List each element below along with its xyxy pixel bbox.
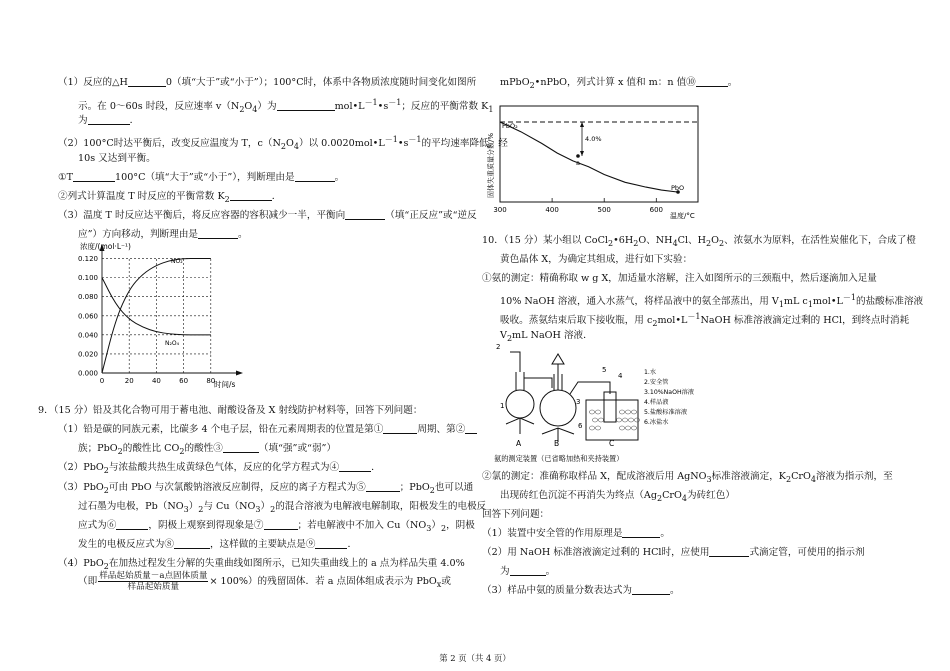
point-a [576,154,580,158]
x-tick-label: 300 [493,206,507,214]
q10-stem-cont: 黄色晶体 X，为确定其组成，进行如下实验： [500,254,693,265]
label-b: B [554,439,560,448]
y-tick-label: 0.080 [77,293,98,302]
q10-chlorine-1: ②氯的测定：准确称取样品 X，配成溶液后用 AgNO$_3$标准溶液滴定，$K_2CrO_4$溶液为指示剂，至 [482,471,893,484]
ammonia-apparatus-diagram [492,342,722,464]
concentration-chart [58,241,268,401]
ice-chunk [620,410,625,414]
loss-fraction: $\frac{\text{样品起始质量－a点固体质量}}{\text{样品起始质量}}$ [99,571,208,592]
y-tick-label: 0.100 [77,274,98,283]
x-tick-label: 60 [179,377,189,385]
flask-a-neck [516,372,524,390]
ice-chunk [623,418,628,422]
svg-text:4.样品液: 4.样品液 [644,399,669,406]
ice-chunk [617,418,622,422]
svg-text:3.10%NaOH溶液: 3.10%NaOH溶液 [644,389,694,396]
q9-part4-cont: （即 $\frac{\text{样品起始质量－a点固体质量}}{\text{样品起始质量}}$ × 100%）的残留固体．若 a 点固体组成表示为 PbO$_x$或 [78,571,451,592]
x-tick-label: 600 [649,206,664,214]
y-tick-label: 0.040 [77,331,98,340]
ice-chunk [635,418,640,422]
q9-part4-end: mPbO$_2$•nPbO，列式计算 x 值和 m：n 值⑩ 。 [500,77,738,90]
apparatus-legend [644,368,695,426]
tick-labels [78,255,215,385]
x-tick-label: 0 [99,377,105,385]
x-tick-label: 80 [206,377,216,385]
q9-part3-cont3: 发生的电极反应式为⑧ ，这样做的主要缺点是⑨ ． [78,539,358,550]
q8-part1: （1）反应的△H 0（填“大于”或“小于”）；100°C时，体系中各物质浓度随时间变化如图所 [58,77,477,88]
y-axis-label: 浓度/(mol·L⁻¹) [80,242,131,251]
num-3: 3 [576,398,581,406]
stand-a [506,418,534,434]
flask-b [540,390,576,426]
q10-ammonia-2: 10% NaOH 溶液，通入水蒸气，将样品液中的氨全部蒸出，用 $V_1mL$ $c_1mol•L^{-1}$的盐酸标准溶液 [500,293,924,310]
x-tick-label: 400 [545,206,559,214]
num-4: 4 [618,372,623,380]
svg-text:6.冰盐水: 6.冰盐水 [644,419,669,426]
q10-answer-3: （3）样品中氨的质量分数表达式为 。 [482,585,680,596]
label-c: C [609,439,615,448]
q8-part2-cont: 10s 又达到平衡。 [78,153,156,164]
tga-curve-chart [482,94,722,224]
label-a: A [516,439,522,448]
q8-k1-line: 为 ． [78,115,140,126]
x-axis-arrow [236,371,243,376]
series-n2o4-line [102,278,211,335]
plot-frame [500,106,698,202]
q9-part2: （2）PbO$_2$与浓盐酸共热生成黄绿色气体，反应的化学方程式为④ ． [58,462,381,475]
q9-part4: （4）PbO$_2$在加热过程发生分解的失重曲线如图所示，已知失重曲线上的 a 点为样品失重 4.0% [58,558,465,571]
q8-part3: （3）温度 T 时反应达平衡后，将反应容器的容积减少一半，平衡向 （填“正反应”或“逆反 [58,210,477,221]
q8-part3-cont: 应”）方向移动，判断理由是 。 [78,229,248,240]
q8-part2: （2）100°C时达平衡后，改变反应温度为 T，$c(N_2O_4)$以 $0.0020mol•L^{-1}•s^{-1}$的平均速率降低，经 [58,135,508,152]
q9-stem: 9．（15 分）铅及其化合物可用于蓄电池、耐酸设备及 X 射线防护材料等，回答下列问题： [38,405,423,416]
svg-text:1.水: 1.水 [644,369,657,376]
q10-ammonia-3: 吸收。蒸氨结束后取下接收瓶，用 $c_2mol•L^{-1}NaOH$ 标准溶液滴定过剩的 HCl，到终点时消耗 [500,312,910,329]
ice-chunk [596,426,601,430]
q10-ammonia-4: $V_2mL$ NaOH 溶液． [500,330,593,343]
q10-ammonia-1: ①氨的测定：精确称取 w g X，加适量水溶解，注入如图所示的三颈瓶中，然后逐滴加入足量 [482,273,877,284]
ice-chunk [596,410,601,414]
q8-part2-ii: ②列式计算温度 T 时反应的平衡常数 $K_2$ ． [58,191,282,204]
steam-pipe [524,378,552,388]
ice-pattern [590,410,640,430]
ice-chunk [620,426,625,430]
svg-text:5.盐酸标准溶液: 5.盐酸标准溶液 [644,409,688,416]
q10-answer-intro: 回答下列问题： [482,509,550,520]
q10-answer-2-cont: 为 。 [500,566,556,577]
q10-answer-2: （2）用 NaOH 标准溶液滴定过剩的 HCl时，应使用 式滴定管，可使用的指示剂 [482,547,865,558]
y-tick-label: 0.000 [77,369,98,378]
safety-tube [510,352,520,372]
legend-no2: NO₂ [171,258,183,265]
pct-arrow-up [580,122,584,127]
q9-part3-cont1: 过石墨为电极，$Pb(NO_3)_2$与 $Cu(NO_3)_2$的混合溶液为电解液电解制取，阳极发生的电极反 [78,501,487,514]
ice-chunk [632,426,637,430]
y-axis-label: 固体失重质量分数/% [487,132,495,198]
pbo-label: PbO [671,184,685,192]
x-tick-label: 40 [151,377,161,385]
ice-chunk [590,410,595,414]
ice-chunk [626,410,631,414]
page-footer: 第 2 页（共 4 页） [439,653,511,663]
x-tick-label: 20 [124,377,134,385]
flask-a [506,390,534,418]
q10-answer-1: （1）装置中安全管的作用原理是 。 [482,528,671,539]
q8-part1-cont: 示。在 0～60s 时段，反应速率 $v(N_2O_4)$为 $mol•L^{-1}•s^{-1}$；反应的平衡常数 $K_1$ [78,98,494,115]
ice-chunk [626,426,631,430]
num-1: 1 [500,402,505,410]
x-axis-label: 温度/°C [670,212,695,220]
a-label: a [576,159,580,167]
pbo2-label: PbO₂ [502,122,518,130]
q9-part3-cont2: 应式为⑥ ，阴极上观察到得现象是⑦ ；若电解液中不加入 $Cu(NO_3)_2$，阴极 [78,520,475,533]
q8-part2-i: ①T 100°C（填“大于”或“小于”），判断理由是 。 [58,172,345,183]
x-tick-label: 500 [597,206,611,214]
q9-part1: （1）铅是碳的同族元素，比碳多 4 个电子层，铅在元素周期表的位置是第① 周期、第② [58,423,477,437]
q9-part3: （3）PbO$_2$可由 PbO 与次氯酸钠溶液反应制得，反应的离子方程式为⑤ ；PbO$_2$也可以通 [58,482,474,495]
apparatus-caption: 氨的测定装置（已省略加热和夹持装置） [494,454,624,463]
ice-bath [586,400,638,440]
num-5: 5 [602,366,607,374]
dropping-funnel [552,354,564,364]
pct-arrow-down [580,151,584,156]
pct-label: 4.0% [585,135,602,143]
ice-chunk [593,418,598,422]
tick-labels [493,198,663,214]
num-6: 6 [578,422,583,430]
y-tick-label: 0.120 [77,255,98,264]
svg-text:2.安全管: 2.安全管 [644,379,669,386]
receiver-flask [604,392,616,422]
q9-part1-cont: 族；PbO$_2$的酸性比 $CO_2$的酸性③ （填“强”或“弱”） [78,443,337,456]
num-2: 2 [496,343,501,351]
q10-stem: 10．（15 分）某小组以 $CoCl_2•6H_2O$、$NH_4Cl$、$H_2O_2$、浓氨水为原料，在活性炭催化下，合成了橙 [482,235,916,248]
ice-chunk [590,426,595,430]
y-tick-label: 0.060 [77,312,98,321]
ice-chunk [629,418,634,422]
legend-n2o4: N₂O₄ [165,340,180,347]
x-axis-label: 时间/s [214,380,236,389]
ice-chunk [599,418,604,422]
y-tick-label: 0.020 [77,350,98,359]
side-arm-b [570,382,600,394]
ice-chunk [632,410,637,414]
q10-chlorine-2: 出现砖红色沉淀不再消失为终点（$Ag_2CrO_4$为砖红色） [500,490,735,503]
tga-curve [500,122,677,192]
